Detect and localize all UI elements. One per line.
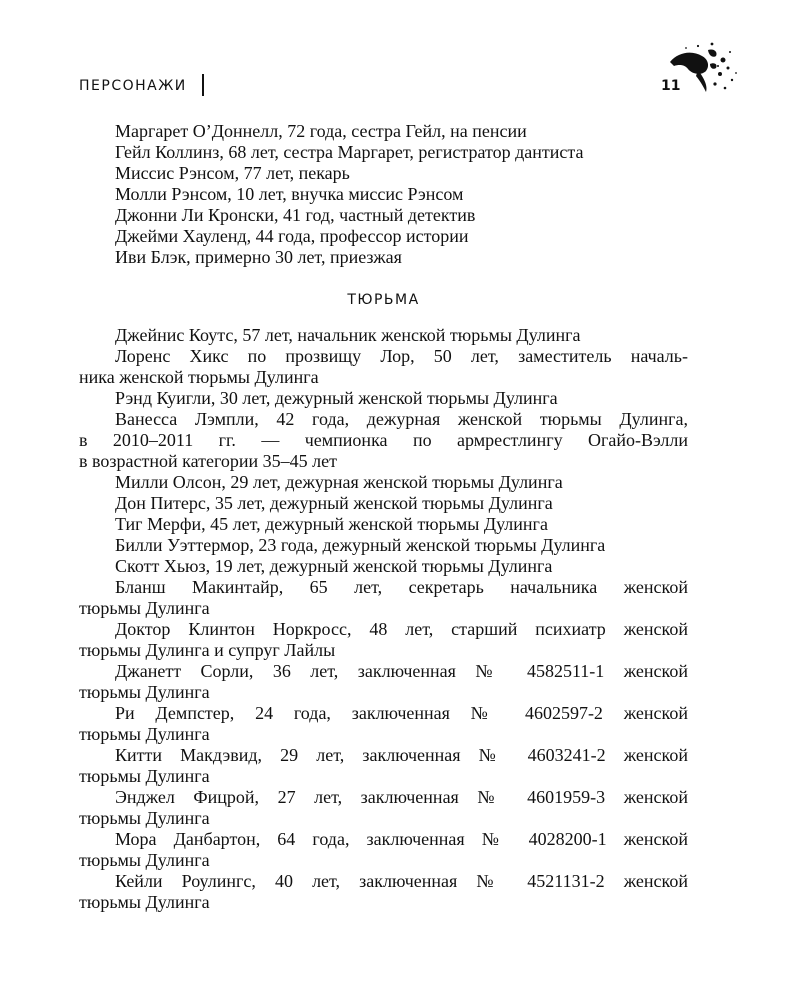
list-item-line: Милли Олсон, 29 лет, дежурная женской тюрьмы Дулинга <box>115 472 563 492</box>
list-item-line: в 2010–2011 гг. — чемпионка по армрестлингу Огайо-Вэлли <box>79 430 688 450</box>
list-item <box>79 346 688 388</box>
list-item-line: Ри Демпстер, 24 года, заключенная № 4602597-2 женской <box>115 703 688 723</box>
list-item <box>79 556 688 577</box>
list-item-line: тюрьмы Дулинга <box>79 892 210 912</box>
character-list <box>79 121 688 913</box>
list-item: Молли Рэнсом, 10 лет, внучка миссис Рэнсом <box>115 184 464 204</box>
list-item-line: тюрьмы Дулинга <box>79 724 210 744</box>
list-item <box>79 829 688 871</box>
running-header: ПЕРСОНАЖИ <box>79 78 187 94</box>
list-item-line: Мора Данбартон, 64 года, заключенная № 4028200-1 женской <box>115 829 688 849</box>
list-item: Иви Блэк, примерно 30 лет, приезжая <box>115 247 402 267</box>
list-item <box>79 787 688 829</box>
list-item-line: Кейли Роулингс, 40 лет, заключенная № 4521131-2 женской <box>115 871 688 891</box>
list-item-line: Скотт Хьюз, 19 лет, дежурный женской тюрьмы Дулинга <box>115 556 553 576</box>
list-item <box>79 619 688 661</box>
list-item <box>79 493 688 514</box>
list-item-line: Джанетт Сорли, 36 лет, заключенная № 4582511-1 женской <box>115 661 688 681</box>
list-item-line: ника женской тюрьмы Дулинга <box>79 367 319 387</box>
list-item-line: Рэнд Куигли, 30 лет, дежурный женской тюрьмы Дулинга <box>115 388 558 408</box>
townspeople-list <box>79 121 688 268</box>
list-item-line: тюрьмы Дулинга <box>79 850 210 870</box>
list-item-line: тюрьмы Дулинга <box>79 766 210 786</box>
list-item-line: Лоренс Хикс по прозвищу Лор, 50 лет, заместитель началь- <box>115 346 688 366</box>
list-item <box>79 661 688 703</box>
list-item-line: Ванесса Лэмпли, 42 года, дежурная женской тюрьмы Дулинга, <box>115 409 688 429</box>
list-item <box>79 745 688 787</box>
list-item-line: тюрьмы Дулинга <box>79 682 210 702</box>
list-item: Джейми Хауленд, 44 года, профессор истории <box>115 226 469 246</box>
list-item <box>79 325 688 346</box>
list-item <box>79 514 688 535</box>
list-item <box>79 535 688 556</box>
page-number: 11 <box>661 78 681 94</box>
list-item-line: Джейнис Коутс, 57 лет, начальник женской тюрьмы Дулинга <box>115 325 581 345</box>
prison-staff-list <box>79 325 688 913</box>
list-item-line: тюрьмы Дулинга <box>79 808 210 828</box>
list-item <box>79 409 688 472</box>
list-item-line: Бланш Макинтайр, 65 лет, секретарь начальника женской <box>115 577 688 597</box>
list-item: Миссис Рэнсом, 77 лет, пекарь <box>115 163 350 183</box>
list-item <box>79 577 688 619</box>
list-item <box>79 472 688 493</box>
list-item <box>79 703 688 745</box>
list-item: Гейл Коллинз, 68 лет, сестра Маргарет, регистратор дантиста <box>115 142 584 162</box>
list-item-line: Энджел Фицрой, 27 лет, заключенная № 4601959-3 женской <box>115 787 688 807</box>
list-item: Джонни Ли Кронски, 41 год, частный детектив <box>115 205 476 225</box>
list-item <box>79 388 688 409</box>
list-item-line: в возрастной категории 35–45 лет <box>79 451 337 471</box>
list-item-line: тюрьмы Дулинга <box>79 598 210 618</box>
list-item-line: тюрьмы Дулинга и супруг Лайлы <box>79 640 336 660</box>
section-title-prison: ТЮРЬМА <box>347 292 420 308</box>
list-item-line: Дон Питерс, 35 лет, дежурный женской тюрьмы Дулинга <box>115 493 553 513</box>
list-item <box>79 871 688 913</box>
list-item-line: Доктор Клинтон Норкросс, 48 лет, старший психиатр женской <box>115 619 688 639</box>
list-item-line: Тиг Мерфи, 45 лет, дежурный женской тюрьмы Дулинга <box>115 514 548 534</box>
list-item: Маргарет О’Доннелл, 72 года, сестра Гейл, на пенсии <box>115 121 527 141</box>
list-item-line: Китти Макдэвид, 29 лет, заключенная № 4603241-2 женской <box>115 745 688 765</box>
list-item-line: Билли Уэттермор, 23 года, дежурный женской тюрьмы Дулинга <box>115 535 606 555</box>
ink-splatter-ornament <box>668 40 740 96</box>
header-divider <box>202 74 204 96</box>
